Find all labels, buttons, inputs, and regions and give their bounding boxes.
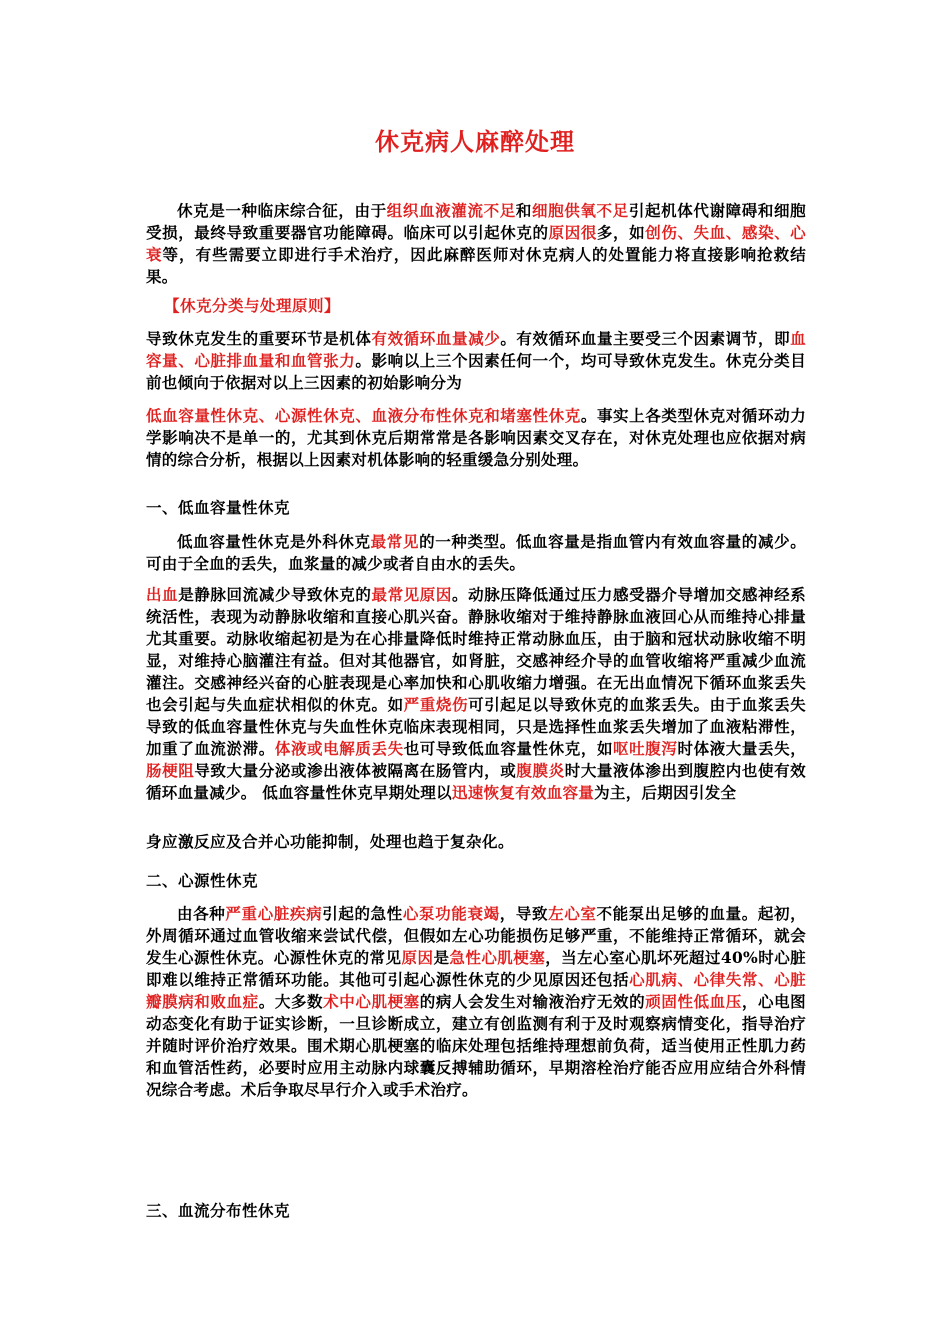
highlighted-term: 急性心肌梗塞 bbox=[449, 948, 546, 967]
highlighted-term: 细胞供氧不足 bbox=[532, 201, 629, 220]
highlighted-term: 有效循环血量减少 bbox=[371, 329, 501, 348]
highlighted-term: 出血 bbox=[146, 585, 179, 604]
highlighted-term: 严重心脏疾病 bbox=[225, 904, 323, 923]
highlighted-term: 组织血液灌流不足 bbox=[386, 201, 516, 220]
highlighted-term: 血容量、心脏排血量和血管张力 bbox=[146, 329, 807, 370]
text-run: 的一种类型。低血容量是指血管内有效血容量的减少。可由于全血的丢失，血浆量的减少或者自由水的丢失。 bbox=[146, 532, 807, 573]
text-run: 可引起足以导致休克的血浆丢失。由于血浆丢失导致的低血容量性休克与失血性休克临床表现相同，只是选择性血浆丢失增加了血液粘滞性，加重了血流淤滞。 bbox=[146, 695, 806, 758]
text-run: 。动脉压降低通过压力感受器介导增加交感神经系统活性，表现为动静脉收缩和直接心肌兴奋。静脉收缩对于维持静脉血液回心从而维持心排量尤其重要。动脉收缩起初是为在心排量降低时维持正常动脉血压，由于脑和冠状动脉收缩不明显，对维持心脑灌注有益。但对其他器官，如肾脏，交感神经介导的血管收缩将严重减少血流灌注。交感神经兴奋的心脏表现是心率加快和心肌收缩力增强。在无出血情况下循环血浆丢失也会引起与失血症状相似的休克。如 bbox=[146, 585, 806, 714]
highlighted-term: 原因很 bbox=[548, 223, 597, 242]
intro-paragraph bbox=[146, 200, 806, 288]
highlighted-term: 左心室 bbox=[548, 904, 597, 923]
text-run: 不能泵出足够的血量。起初，外周循环通过血管收缩来尝试代偿，但假如左心功能损伤足够严重，不能维持正常循环，就会发生心源性休克。心源性休克的常见 bbox=[146, 904, 806, 967]
highlighted-term: 最常见原因 bbox=[371, 585, 452, 604]
section-header: 【休克分类与处理原则】 bbox=[164, 296, 341, 315]
text-run: ，当左心室心肌坏死超过40%时心脏即难以维持正常循环功能。其他可引起心源性休克的少见原因还包括 bbox=[146, 948, 806, 989]
text-run: 多，如 bbox=[596, 223, 646, 242]
highlighted-term: 创伤、失血、感染、心衰 bbox=[146, 223, 806, 264]
highlighted-term: 严重烧伤 bbox=[403, 695, 469, 714]
text-run: 等，有些需要立即进行手术治疗，因此麻醉医师对休克病人的处置能力将直接影响抢救结果。 bbox=[146, 245, 807, 286]
cardiogenic-paragraph bbox=[146, 903, 806, 1101]
highlighted-term: 术中心肌梗塞 bbox=[323, 992, 420, 1011]
text-run: 的病人会发生对输液治疗无效的 bbox=[419, 992, 646, 1011]
highlighted-term: 肠梗阻 bbox=[146, 761, 195, 780]
text-run: 引起机体代谢障碍和细胞受损，最终导致重要器官功能障碍。临床可以引起休克的 bbox=[146, 201, 806, 242]
highlighted-term: 呕吐腹泻 bbox=[613, 739, 678, 758]
heading-hypovolemic: 一、低血容量性休克 bbox=[146, 498, 291, 517]
text-run: 。大多数 bbox=[258, 992, 324, 1011]
heading-distributive: 三、血流分布性休克 bbox=[146, 1201, 291, 1220]
bleeding-paragraph bbox=[146, 584, 806, 804]
document-title: 休克病人麻醉处理 bbox=[375, 128, 575, 156]
text-run: ，导致 bbox=[499, 904, 549, 923]
text-run: 低血容量性休克是外科休克 bbox=[177, 532, 371, 551]
highlighted-term: 心肌病、心律失常、心脏瓣膜病和败血症 bbox=[146, 970, 806, 1011]
text-run: 由各种 bbox=[177, 904, 226, 923]
text-run: 是静脉回流减少导致休克的 bbox=[178, 585, 372, 604]
text-run: ，心电图动态变化有助于证实诊断，一旦诊断成立，建立有创监测有利于及时观察病情变化，指导治疗并随时评价治疗效果。围术期心肌梗塞的临床处理包括维持理想前负荷，适当使用正性肌力药和血管活性药，必要时应用主动脉内球囊反搏辅助循环，早期溶栓治疗能否应用应结合外科情况综合考虑。术后争取尽早行介入或手术治疗。 bbox=[146, 992, 806, 1099]
continuation-line: 身应激反应及合并心功能抑制，处理也趋于复杂化。 bbox=[146, 832, 515, 851]
text-run: 。事实上各类型休克对循环动力学影响决不是单一的，尤其到休克后期常常是各影响因素交叉存在，对休克处理也应依据对病情的综合分析，根据以上因素对机体影响的轻重缓急分别处理。 bbox=[146, 406, 807, 469]
highlighted-term: 体液或电解质丢失 bbox=[274, 739, 404, 758]
factors-paragraph bbox=[146, 328, 806, 394]
highlighted-term: 腹膜炎 bbox=[516, 761, 565, 780]
highlighted-term: 迅速恢复有效血容量 bbox=[451, 783, 595, 802]
text-run: 导致休克发生的重要环节是机体 bbox=[146, 329, 372, 348]
text-run: 是 bbox=[433, 948, 450, 967]
text-run: 也可导致低血容量性休克，如 bbox=[403, 739, 614, 758]
highlighted-term: 低血容量性休克、心源性休克、血液分布性休克和堵塞性休克 bbox=[146, 406, 581, 425]
highlighted-term: 顽固性低血压 bbox=[645, 992, 742, 1011]
text-run: 休克是一种临床综合征，由于 bbox=[177, 201, 387, 220]
text-run: 时大量液体渗出到腹腔内也使有效循环血量减少。 低血容量性休克早期处理以 bbox=[146, 761, 806, 802]
text-run: 时体液大量丢失， bbox=[677, 739, 806, 758]
highlighted-term: 最常见 bbox=[370, 532, 420, 551]
text-run: 。影响以上三个因素任何一个，均可导致休克发生。休克分类目前也倾向于依据对以上三因素的初始影响分为 bbox=[146, 351, 807, 392]
types-paragraph bbox=[146, 405, 806, 471]
hypovolemic-definition-paragraph bbox=[146, 531, 806, 575]
text-run: 引起的急性 bbox=[322, 904, 403, 923]
text-run: 为主，后期因引发全 bbox=[594, 783, 737, 802]
highlighted-term: 心泵功能衰竭 bbox=[402, 904, 500, 923]
text-run: 。有效循环血量主要受三个因素调节，即 bbox=[500, 329, 791, 348]
text-run: 导致大量分泌或渗出液体被隔离在肠管内，或 bbox=[194, 761, 517, 780]
text-run: 和 bbox=[515, 201, 532, 220]
highlighted-term: 原因 bbox=[401, 948, 434, 967]
heading-cardiogenic: 二、心源性休克 bbox=[146, 871, 259, 890]
